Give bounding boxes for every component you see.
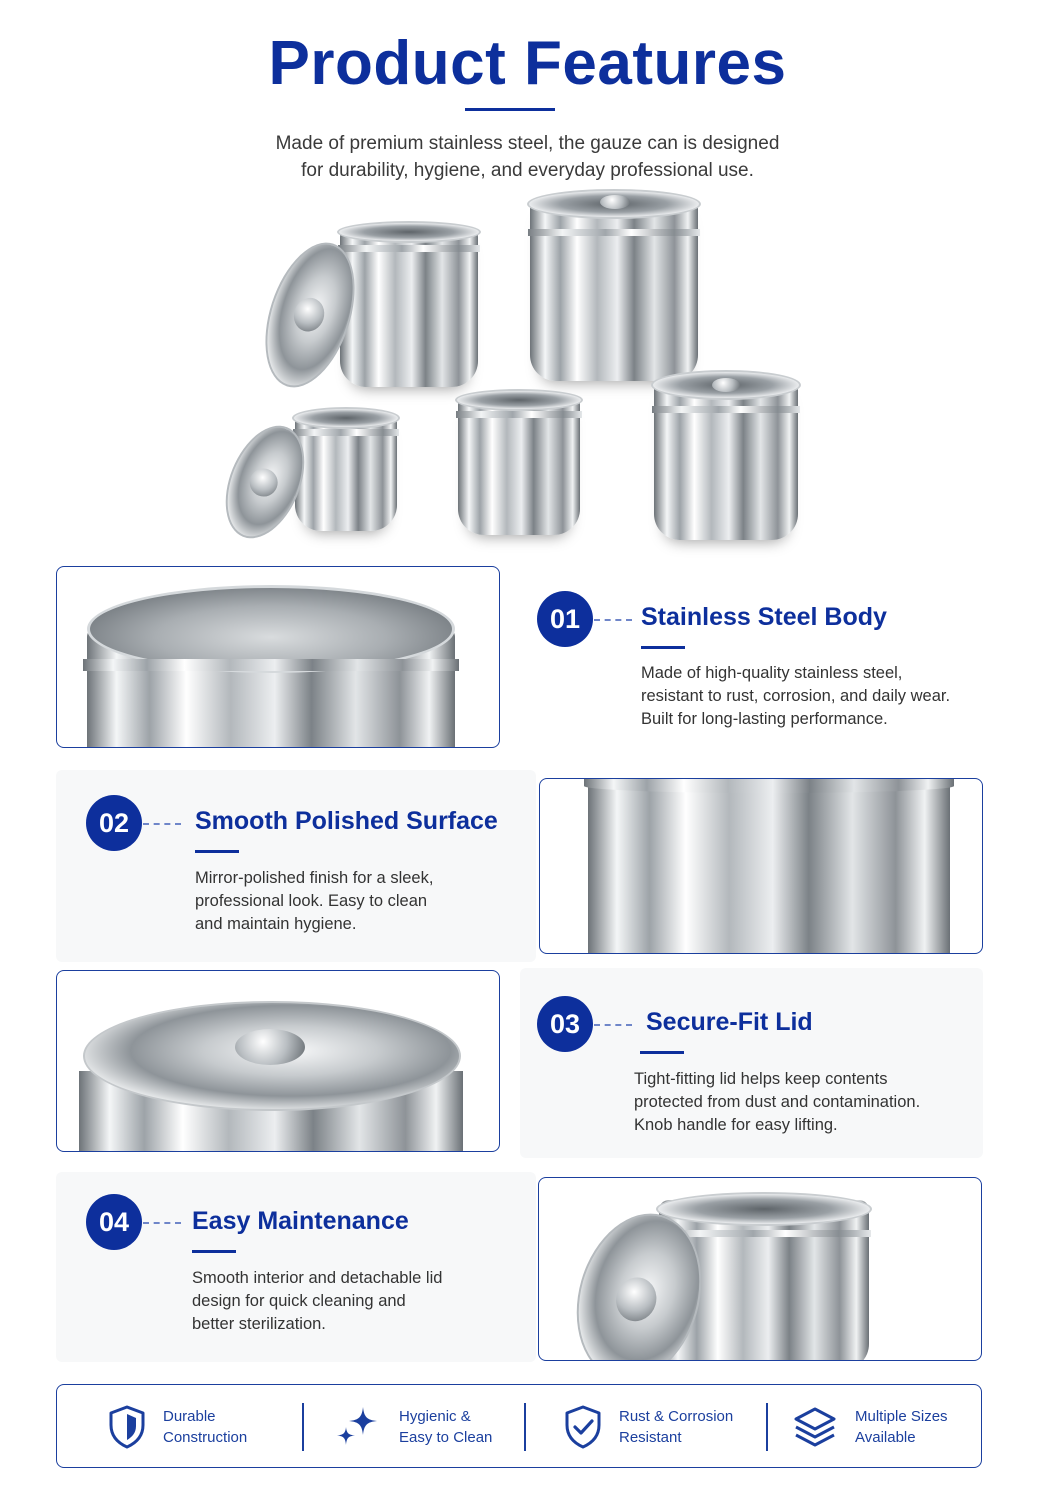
feature-02-title: Smooth Polished Surface	[195, 807, 498, 835]
hero-product-image	[200, 185, 850, 555]
shield-icon	[103, 1403, 151, 1451]
gauze-can-medium-open	[458, 395, 580, 535]
layers-icon	[791, 1403, 839, 1451]
feature-01-underline	[641, 646, 685, 649]
feature-03-underline	[640, 1051, 684, 1054]
feature-01-number: 01	[537, 591, 593, 647]
badge-sizes-line2: Available	[855, 1428, 916, 1446]
page-title: Product Features	[268, 29, 787, 98]
feature-01-connector	[594, 619, 632, 621]
feature-01-photo	[56, 566, 500, 748]
feature-03-title: Secure-Fit Lid	[646, 1008, 813, 1036]
badge-rust-line1: Rust & Corrosion	[619, 1408, 734, 1425]
badge-hygienic-line1: Hygienic &	[399, 1408, 471, 1425]
feature-04-title: Easy Maintenance	[192, 1207, 409, 1235]
badge-hygienic-line2: Easy to Clean	[399, 1428, 493, 1446]
feature-02-underline	[195, 850, 239, 853]
feature-03-line: Tight-fitting lid helps keep contents	[634, 1070, 888, 1088]
feature-03-connector	[594, 1024, 632, 1026]
badge-multiple-sizes	[767, 1385, 981, 1469]
feature-03-number: 03	[537, 996, 593, 1052]
feature-01-title: Stainless Steel Body	[641, 603, 887, 631]
gauze-can-medium-closed	[654, 380, 798, 540]
title-underline	[465, 108, 555, 111]
gauze-can-large-open	[340, 227, 478, 387]
badge-durable	[57, 1385, 303, 1469]
feature-02-number: 02	[86, 795, 142, 851]
feature-04-underline	[192, 1250, 236, 1253]
feature-04-connector	[143, 1222, 181, 1224]
intro-line-2: for durability, hygiene, and everyday professional use.	[301, 160, 754, 181]
badge-sizes-line1: Multiple Sizes	[855, 1408, 948, 1425]
intro-text	[180, 130, 875, 184]
feature-04-description	[192, 1267, 442, 1336]
feature-03-photo	[56, 970, 500, 1152]
feature-04-line: design for quick cleaning and	[192, 1292, 406, 1310]
feature-01-description	[641, 662, 950, 731]
feature-03-line: Knob handle for easy lifting.	[634, 1116, 838, 1134]
feature-02-photo	[539, 778, 983, 954]
shield-check-icon	[559, 1403, 607, 1451]
feature-01-line: Built for long-lasting performance.	[641, 710, 888, 728]
badge-durable-line1: Durable	[163, 1408, 216, 1425]
feature-04-line: Smooth interior and detachable lid	[192, 1269, 443, 1287]
badge-durable-line2: Construction	[163, 1428, 248, 1446]
feature-01-line: resistant to rust, corrosion, and daily wear.	[641, 687, 951, 705]
feature-04-number: 04	[86, 1194, 142, 1250]
feature-02-connector	[143, 823, 181, 825]
badge-rust-resistant	[525, 1385, 767, 1469]
feature-badges-bar	[56, 1384, 982, 1468]
feature-03-description	[634, 1068, 920, 1137]
feature-02-line: professional look. Easy to clean	[195, 892, 428, 910]
feature-03-line: protected from dust and contamination.	[634, 1093, 921, 1111]
feature-02-line: and maintain hygiene.	[195, 915, 357, 933]
gauze-can-small-open	[295, 413, 397, 531]
badge-hygienic	[303, 1385, 525, 1469]
feature-04-line: better sterilization.	[192, 1315, 326, 1333]
gauze-can-tall-closed	[530, 199, 698, 381]
sparkle-icon	[333, 1403, 381, 1451]
feature-02-description	[195, 867, 433, 936]
badge-rust-line2: Resistant	[619, 1428, 682, 1446]
feature-01-line: Made of high-quality stainless steel,	[641, 664, 903, 682]
feature-04-photo	[538, 1177, 982, 1361]
intro-line-1: Made of premium stainless steel, the gauze can is designed	[275, 133, 780, 154]
feature-02-line: Mirror-polished finish for a sleek,	[195, 869, 434, 887]
